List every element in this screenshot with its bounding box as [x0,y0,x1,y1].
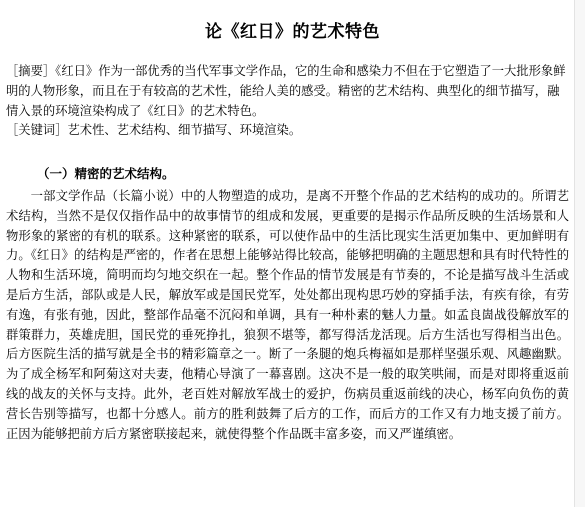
window-right-edge [574,0,585,507]
body-paragraph: 一部文学作品（长篇小说）中的人物塑造的成功，是离不开整个作品的艺术结构的成功的。所谓艺术结构，当然不是仅仅指作品中的故事情节的组成和发展，更重要的是揭示作品所反映的生活场景和人物形象的紧密的有机的联系。这种紧密的联系，可以使作品中的生活比现实生活更加集中、更加鲜明有力。《红日》的结构是严密的，作者在思想上能够站得比较高，能够把明确的主题思想和具有时代特性的人物和生活环境，简明而均匀地交织在一起。整个作品的情节发展是有节奏的，不论是描写战斗生活或是后方生活，部队或是人民，解放军或是国民党军，处处都出现构思巧妙的穿插手法，有疾有徐，有劳有逸，有张有弛，因此，整部作品毫不沉闷和单调，具有一种朴素的魅人力量。如孟良崮战役解放军的群策群力，英雄虎胆，国民党的垂死挣扎，狼狈不堪等，都写得活龙活现。后方生活也写得相当出色。后方医院生活的描写就是全书的精彩篇章之一。断了一条腿的炮兵梅福如是那样坚强乐观、风趣幽默。为了成全杨军和阿菊这对夫妻，他精心导演了一幕喜剧。这决不是一般的取笑哄闹，而是对即将重返前线的战友的关怀与支持。此外，老百姓对解放军战士的爱护，伤病员重返前线的决心，杨军向负伤的黄营长告别等描写，也都十分感人。前方的胜利鼓舞了后方的工作，而后方的工作又有力地支援了前方。正因为能够把前方后方紧密联接起来，就使得整个作品既丰富多姿，而又严谨缜密。 [6,189,569,441]
abstract-paragraph: ［摘要］《红日》作为一部优秀的当代军事文学作品，它的生命和感染力不但在于它塑造了一大批形象鲜明的人物形象，而且在于有较高的艺术性，能给人美的感受。精密的艺术结构、典型化的细节描写，融情入景的环境渲染构成了《红日》的艺术特色。 [6,64,566,118]
document-title: 论《红日》的艺术特色 [205,22,380,43]
section-heading: （一）精密的艺术结构。 [37,166,175,181]
keywords-paragraph: ［关键词］艺术性、艺术结构、细节描写、环境渲染。 [6,123,302,137]
